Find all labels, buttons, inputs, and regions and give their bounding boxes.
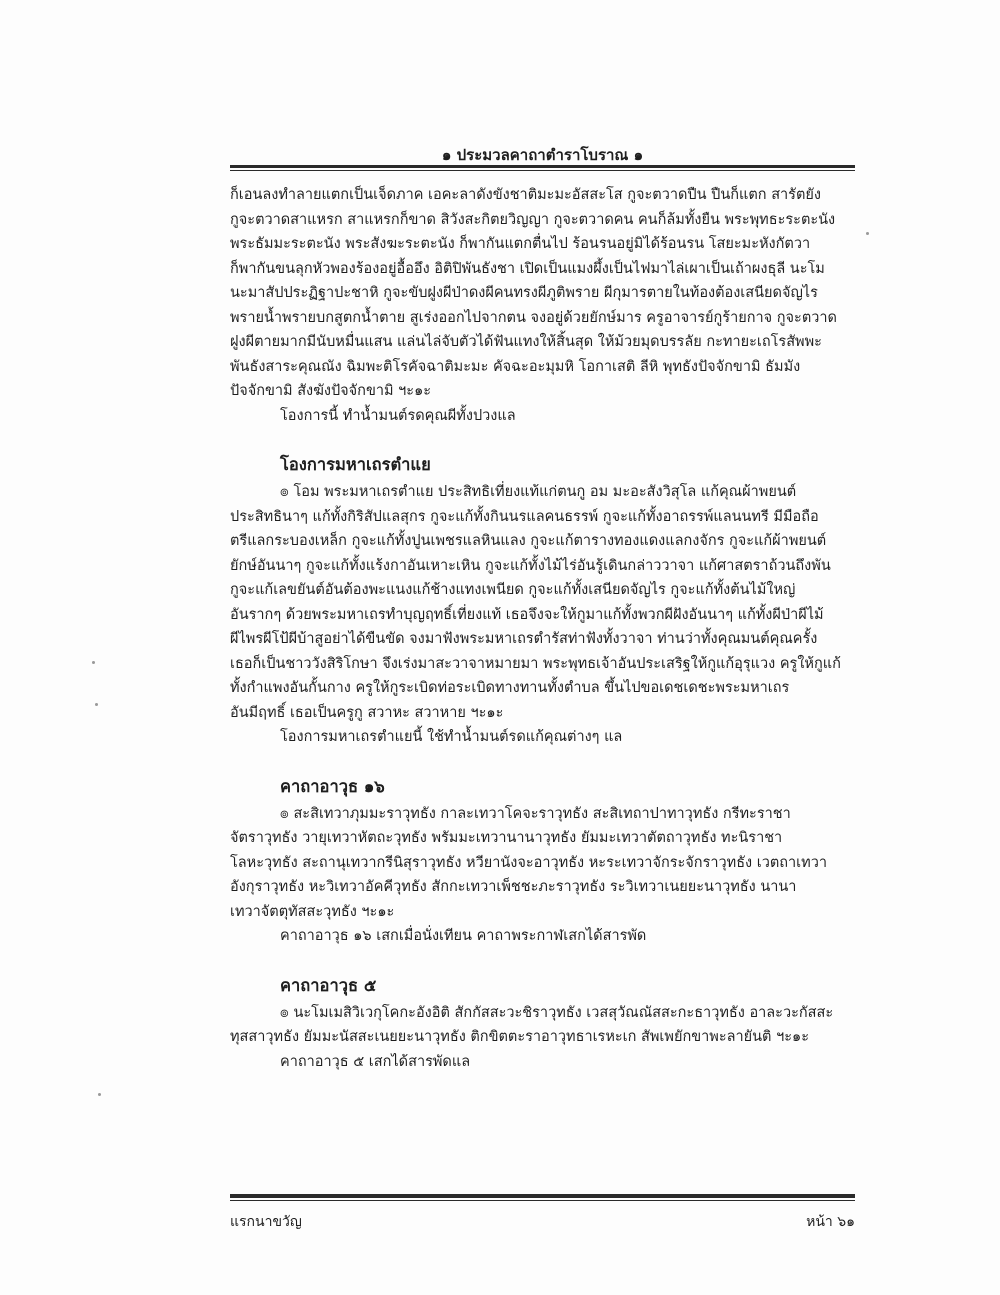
text-line: ทุสสาวุทธัง ยัมมะนัสสะเนยยะนาวุทธัง ติกขิตตะราอาวุทธาเรหะเก สัพเพยักขาพะลายันติ ฯะ๑ะ (230, 1029, 810, 1045)
section-4-body (230, 1001, 855, 1075)
text-line: ทั้งกำแพงอันกั้นกาง ครูให้กูระเบิดท่อระเบิดทางทานทั้งตำบล ขึ้นไปขอเดชเดชะพระมหาเถร (230, 680, 790, 696)
text-line: ๏ โอม พระมหาเถรตำแย ประสิทธิเที่ยงแท้แก่ตนกู อม มะอะสังวิสุโล แก้คุณผ้าพยนต์ (280, 484, 797, 500)
text-line: อันรากๆ ด้วยพระมหาเถรทำบุญฤทธิ์เที่ยงแท้ เธอจึงจะให้กูมาแก้ทั้งพวกผีฝังอันนาๆ แก้ทั้งผีป่าผีไม้ (230, 606, 824, 623)
section-heading: คาถาอาวุธ ๑๖ (280, 776, 385, 796)
text-line: ปัจจักขามิ สังฆังปัจจักขามิ ฯะ๑ะ (230, 383, 432, 399)
text-line: ๏ นะโมเมสิวิเวกุโคกะอังอิติ สักกัสสะวะชิราวุทธัง เวสสุวัณณัสสะกะธาวุทธัง อาละวะกัสสะ (280, 1004, 834, 1021)
page-body (230, 183, 855, 1074)
text-line: ก็พากันขนลุกหัวพองร้องอยู่อื้ออึง อิติปิพันธังชา เปิดเป็นแมงผึ้งเป็นไฟมาไล่เผาเป็นเถ้าผงธุลี นะโม (230, 260, 825, 277)
scan-speck (95, 703, 98, 706)
text-line: โลหะวุทธัง สะถานุเทวากรีนิสุราวุทธัง หวียานังจะอาวุทธัง หะระเทวาจักระจักราวุทธัง เวตถาเทวา (230, 854, 827, 871)
usage-note: คาถาอาวุธ ๑๖ เสกเมื่อนั่งเทียน คาถาพระกาฬเสกได้สารพัด (280, 928, 647, 944)
footer-rule-thin (230, 1200, 855, 1201)
section-heading: คาถาอาวุธ ๕ (280, 975, 377, 995)
paragraph-1 (230, 183, 855, 428)
page-number: หน้า ๖๑ (806, 1214, 855, 1230)
text-line: พันธังสาระคุณณัง ฉิมพะติโรคัจฉาติมะมะ คัจฉะอะมุมหิ โอกาเสติ ลีหิ พุทธังปัจจักขามิ ธัมมัง (230, 358, 801, 375)
header-rule (230, 165, 855, 168)
text-line: ตรีแลกระบองเหล็ก กูจะแก้ทั้งปูนเพชรแลหินแลง กูจะแก้ตารางทองแดงแลกงจักร กูจะแก้ผ้าพยนต์ (230, 533, 827, 549)
scan-speck (98, 1093, 101, 1096)
text-line: พรายน้ำพรายบกสูตกน้ำตาย สูเร่งออกไปจากตน จงอยู่ด้วยยักษ์มาร ครูอาจารย์กูร้ายกาจ กูจะตวาด (230, 309, 837, 326)
text-line: ยักษ์อันนาๆ กูจะแก้ทั้งแร้งกาอันเหาะเหิน กูจะแก้ทั้งไม้ไร่อันรู้เดินกล่าววาจา แก้ศาสตราถ้วนถึงพัน (230, 557, 831, 574)
text-line: ประสิทธินาๆ แก้ทั้งกิริสัปแลสุกร กูจะแก้ทั้งกินนรแลคนธรรพ์ กูจะแก้ทั้งอาถรรพ์แลนนทรี มีมือถือ (230, 508, 819, 525)
text-line: จัตราวุทธัง วายุเทวาหัตถะวุทธัง พรัมมะเทวานานาวุทธัง ยัมมะเทวาตัตถาวุทธัง ทะนิราชา (230, 830, 783, 846)
scan-speck (866, 232, 869, 235)
text-line: กูจะแก้เลขยันต์อันต้องพะแนงแก้ช้างแทงเพนียด กูจะแก้ทั้งเสนียดจัญไร กูจะแก้ทั้งต้นไม้ใหญ่ (230, 582, 796, 598)
text-line: ๏ สะสิเทวาภุมมะราวุทธัง กาละเทวาโคจะราวุทธัง สะสิเทถาปาทาวุทธัง กรีทะราชา (280, 805, 791, 822)
text-line: อังกุราวุทธัง หะวิเทวาอัคคีวุทธัง สักกะเทวาเพ็ชชะภะราวุทธัง ระวิเทวาเนยยะนาวุทธัง นานา (230, 879, 797, 895)
header-rule-thin (230, 170, 855, 171)
text-line: ก็เอนลงทำลายแตกเป็นเจ็ดภาค เอคะลาดังขังชาติมะมะอัสสะโส กูจะตวาดปืน ปืนก็แตก สารัตยัง (230, 187, 821, 203)
footer-rule (230, 1194, 855, 1198)
text-line: นะมาสัปประฏิฐาปะชาหิ กูจะขับฝูงผีป่าดงผีคนทรงผีภูติพราย ผีกุมารตายในท้องต้องเสนียดจัญไร (230, 285, 818, 301)
text-line: ฝูงผีตายมากมีนับหมื่นแสน แล่นไล่จับตัวได้ฟันแทงให้สิ้นสุด ให้ม้วยมุดบรรลัย กะทายะเถโรสัพพะ (230, 334, 822, 350)
usage-note: โองการนี้ ทำน้ำมนต์รดคุณผีทั้งปวงแล (280, 407, 516, 424)
text-line: เธอก็เป็นชาววังสิริโกษา จึงเร่งมาสะวาจาหมายมา พระพุทธเจ้าอันประเสริฐให้กูแก้อุรุแวง ครูให้กูแก้ (230, 655, 841, 672)
footer-book-title: แรกนาขวัญ (230, 1214, 302, 1230)
running-header: ๑ ประมวลคาถาตำราโบราณ ๑ (441, 146, 644, 164)
text-line: กูจะตวาดสาแหรก สาแหรกก็ขาด สิวังสะกิตยวิญญา กูจะตวาดคน คนก็ล้มทั้งยืน พระพุทธะระตะนัง (230, 211, 836, 228)
usage-note: คาถาอาวุธ ๕ เสกได้สารพัดแล (280, 1053, 471, 1070)
text-line: พระธัมมะระตะนัง พระสังฆะระตะนัง ก็พากันแตกตื่นไป ร้อนรนอยู่มิได้ร้อนรน โสยะมะหังกัตวา (230, 236, 811, 252)
section-2-body (230, 480, 855, 750)
scan-speck (92, 661, 95, 664)
usage-note: โองการมหาเถรตำแยนี้ ใช้ทำน้ำมนต์รดแก้คุณต่างๆ แล (280, 729, 623, 745)
section-3-body (230, 802, 855, 949)
text-line: ผีไพรผีโป้ผีบ้าสูอย่าได้ขืนขัด จงมาฟังพระมหาเถรตำรัสท่าฟังทั้งวาจา ท่านว่าทั้งคุณมนต์คุณครั้ง (230, 631, 818, 647)
text-line: เทวาจัตตุทัสสะวุทธัง ฯะ๑ะ (230, 903, 395, 920)
text-line: อันมีฤทธิ์ เธอเป็นครูกู สวาหะ สวาหาย ฯะ๑ะ (230, 704, 504, 721)
section-heading: โองการมหาเถรตำแย (280, 455, 431, 474)
